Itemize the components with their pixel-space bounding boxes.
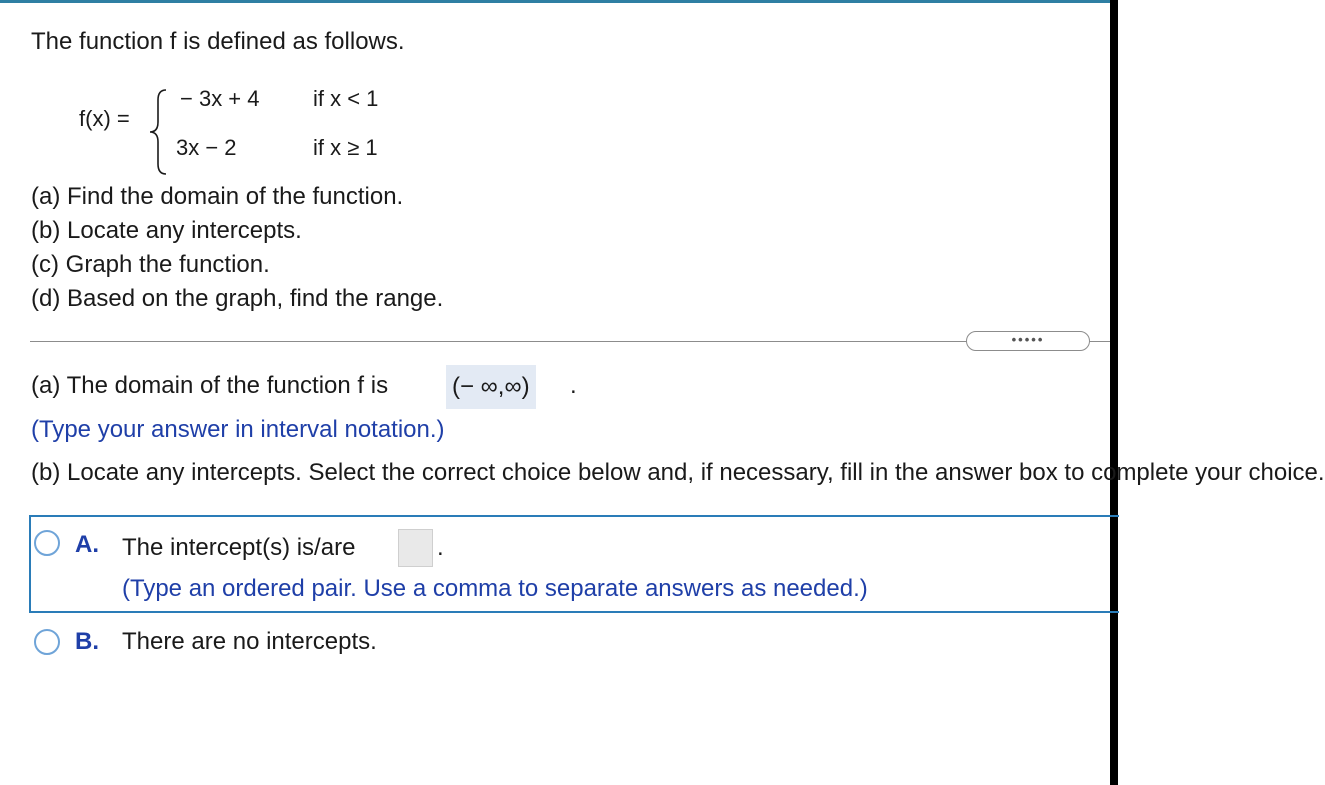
intercept-input[interactable] — [398, 529, 433, 567]
choice-a-letter: A. — [75, 531, 99, 558]
function-label: f(x) = — [79, 106, 130, 131]
choice-a-radio[interactable] — [34, 530, 60, 556]
choice-b-text: There are no intercepts. — [122, 628, 377, 655]
problem-part-b: (b) Locate any intercepts. — [31, 217, 302, 244]
section-divider — [30, 341, 1110, 342]
problem-part-a: (a) Find the domain of the function. — [31, 183, 404, 210]
problem-part-c: (c) Graph the function. — [31, 251, 270, 278]
question-b: (b) Locate any intercepts. Select the correct choice below and, if necessary, fill in the answer box to complete your choice. — [31, 459, 1325, 486]
expand-more-button[interactable]: ••••• — [966, 331, 1090, 351]
piece-1-expression: − 3x + 4 — [180, 86, 260, 111]
top-rule — [0, 0, 1110, 3]
piece-2-condition: if x ≥ 1 — [313, 135, 378, 160]
choice-b-letter: B. — [75, 628, 99, 655]
window-edge — [1110, 0, 1118, 785]
piecewise-brace — [146, 88, 168, 176]
domain-answer-box[interactable]: (− ∞,∞) — [446, 365, 536, 409]
answer-a-lead: (a) The domain of the function f is — [31, 372, 389, 399]
piece-1-condition: if x < 1 — [313, 86, 379, 111]
problem-intro: The function f is defined as follows. — [31, 28, 405, 55]
answer-a-period: . — [570, 372, 577, 399]
piece-2-expression: 3x − 2 — [176, 135, 237, 160]
choice-a-text: The intercept(s) is/are — [122, 534, 356, 561]
choice-a-hint: (Type an ordered pair. Use a comma to separate answers as needed.) — [122, 575, 868, 602]
choice-a-period: . — [437, 534, 444, 561]
answer-a-hint: (Type your answer in interval notation.) — [31, 416, 445, 443]
choice-b-radio[interactable] — [34, 629, 60, 655]
problem-part-d: (d) Based on the graph, find the range. — [31, 285, 444, 312]
